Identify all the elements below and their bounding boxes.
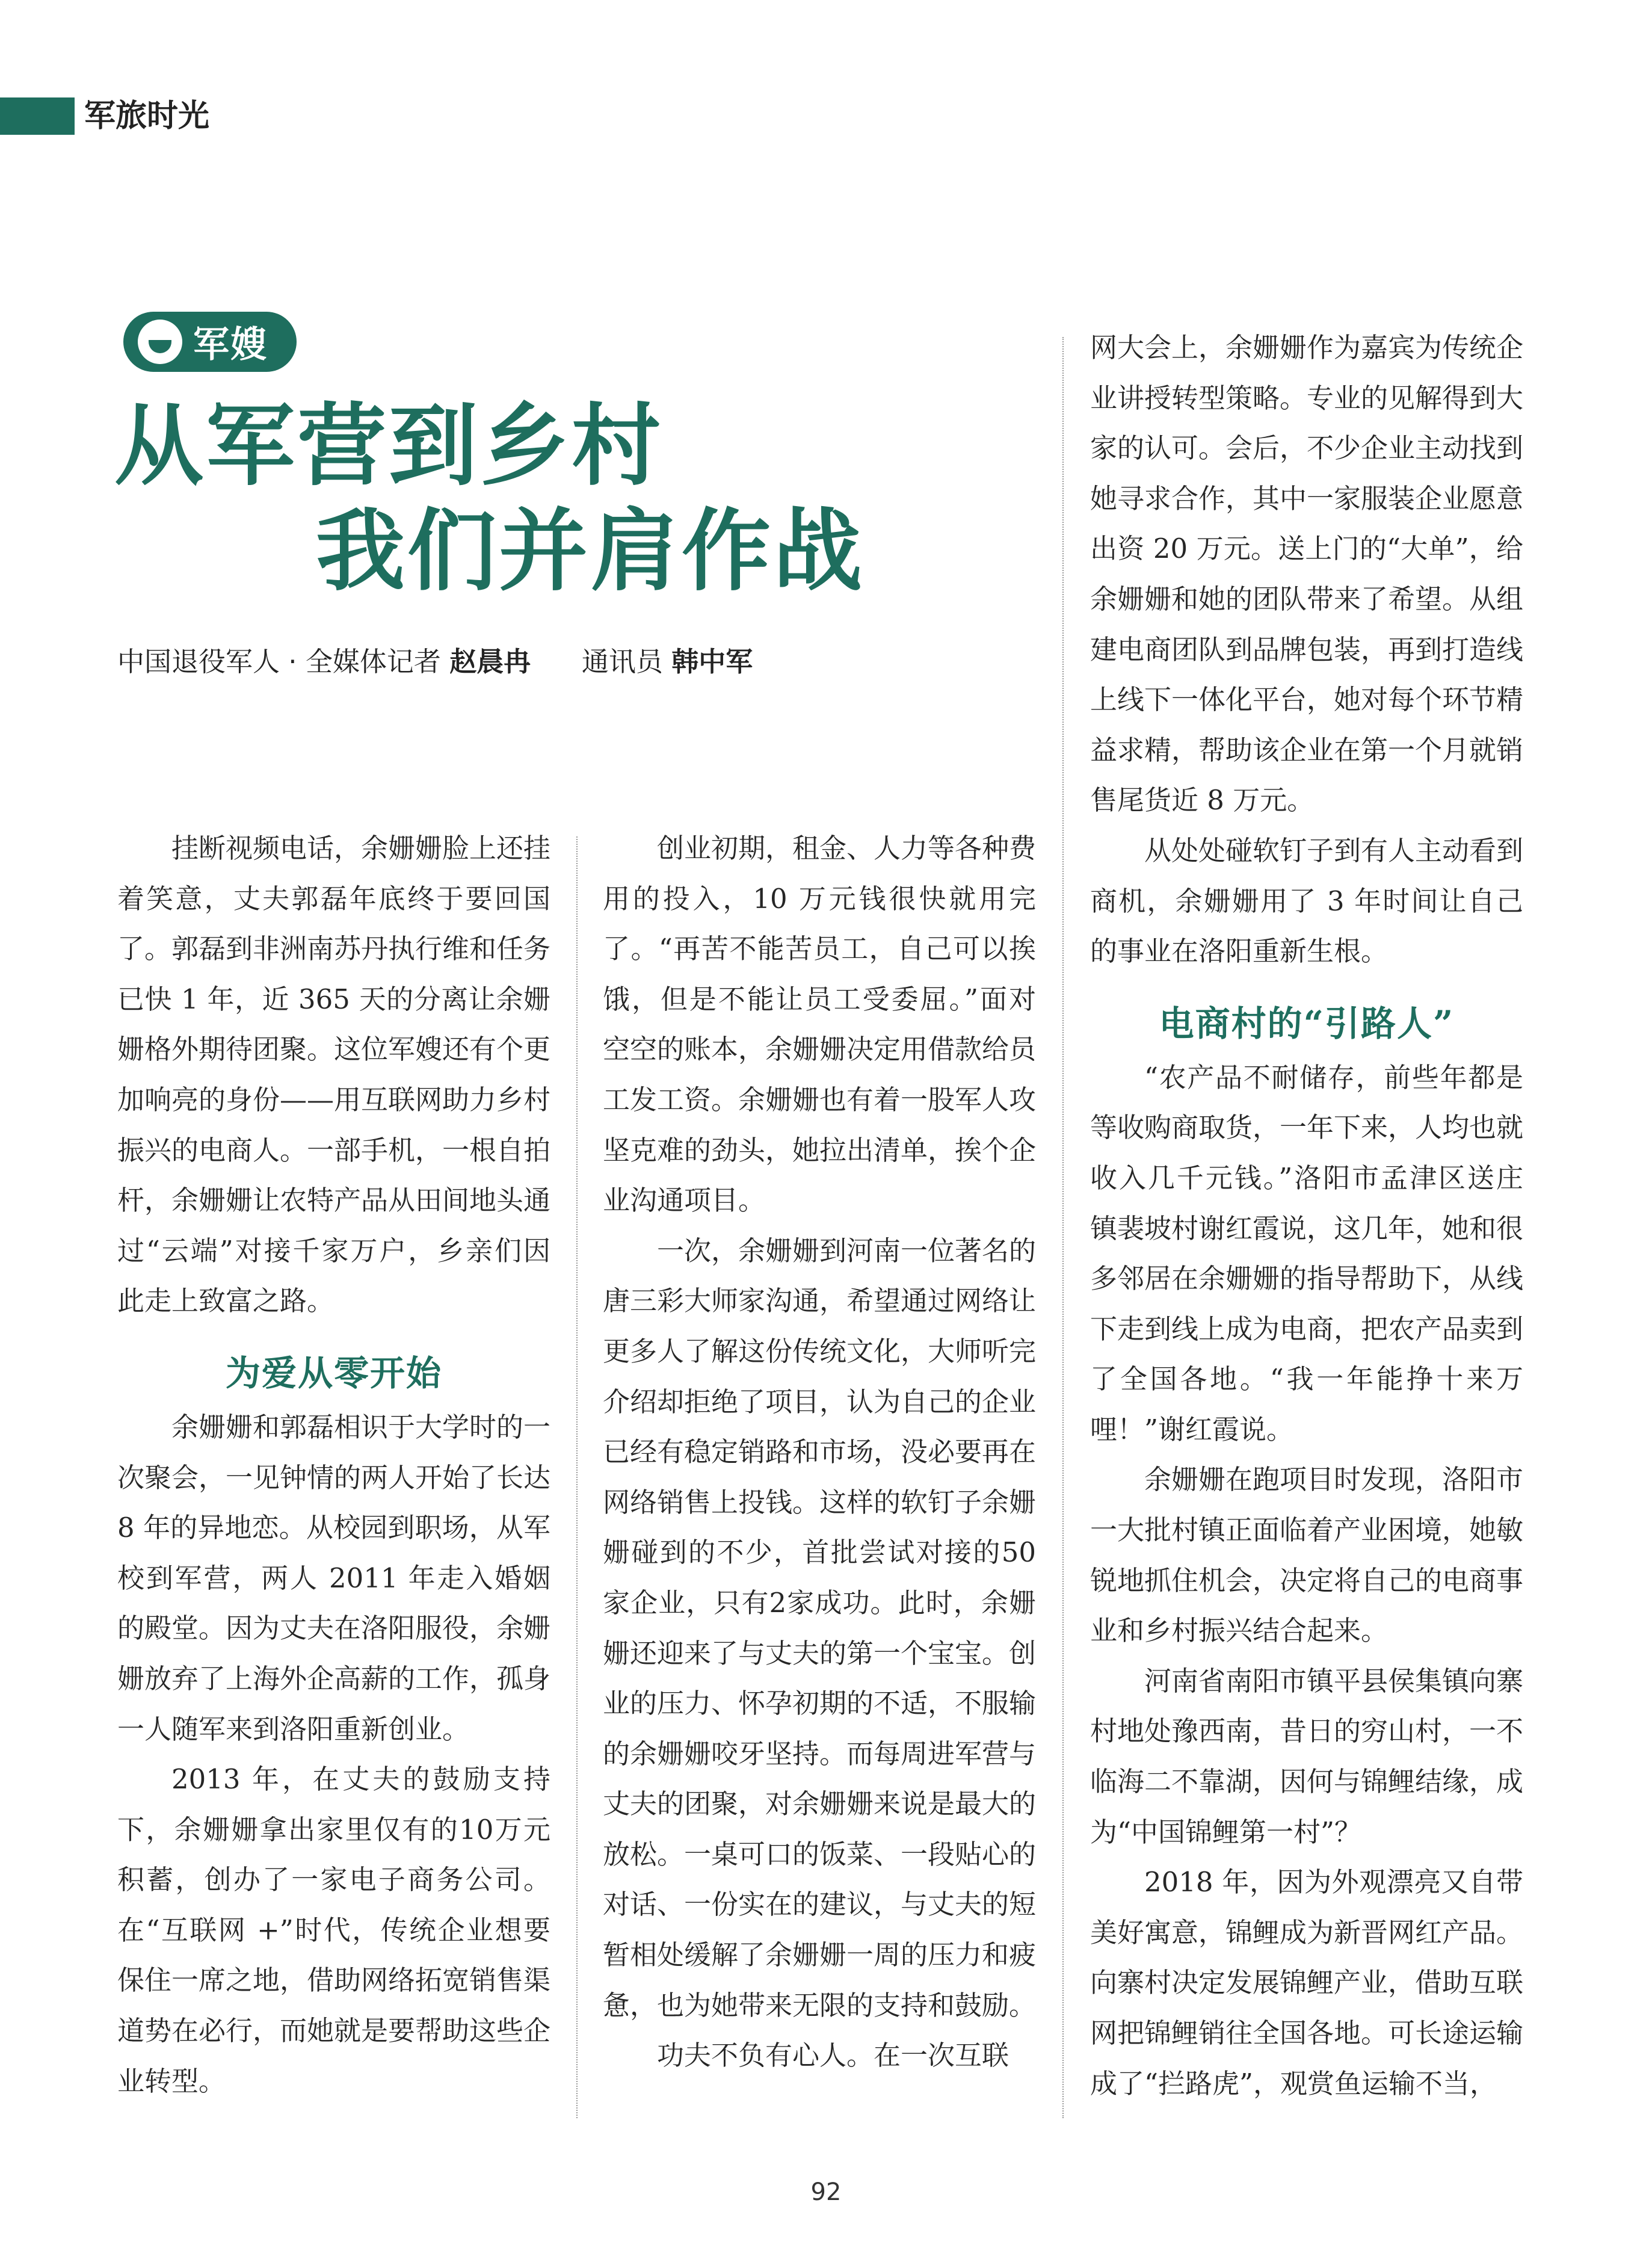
- paragraph: 余姗姗在跑项目时发现，洛阳市一大批村镇正面临着产业困境，她敏锐地抓住机会，决定将自己的电商事业和乡村振兴结合起来。: [1090, 1463, 1524, 1647]
- paragraph: 一次，余姗姗到河南一位著名的唐三彩大师家沟通，希望通过网络让更多人了解这份传统文化，大师听完介绍却拒绝了项目，认为自己的企业已经有稳定销路和市场，没必要再在网络销售上投钱。这样的软钉子余姗姗碰到的不少，首批尝试对接的50家企业，只有2家成功。此时，余姗姗还迎来了与丈夫的第一个宝宝。创业的压力、怀孕初期的不适，不服输的余姗姗咬牙坚持。而每周进军营与丈夫的团聚，对余姗姗来说是最大的放松。一桌可口的饭菜、一段贴心的对话、一份实在的建议，与丈夫的短暂相处缓解了余姗姗一周的压力和疲惫，也为她带来无限的支持和鼓励。: [603, 1234, 1037, 2021]
- byline-prefix: 中国退役军人 · 全媒体记者: [117, 646, 441, 678]
- paragraph: 网大会上，余姗姗作为嘉宾为传统企业讲授转型策略。专业的见解得到大家的认可。会后，不少企业主动找到她寻求合作，其中一家服装企业愿意出资 20 万元。送上门的“大单”，给余姗姗和她的团队带来了希望。从组建电商团队到品牌包装，再到打造线上线下一体化平台，她对每个环节精益求精，帮助该企业在第一个月就销售尾货近 8 万元。: [1090, 332, 1524, 817]
- text-column-3: [1090, 323, 1523, 2109]
- column-divider: [576, 836, 578, 2118]
- section-heading: 为爱从零开始: [225, 1352, 442, 1394]
- byline: [117, 644, 753, 680]
- category-badge: [123, 312, 297, 372]
- paragraph: 功夫不负有心人。在一次互联: [657, 2039, 1009, 2072]
- paragraph: 2018 年，因为外观漂亮又自带美好寓意，锦鲤成为新晋网红产品。向寨村决定发展锦鲤产业，借助互联网把锦鲤销往全国各地。可长途运输成了“拦路虎”，观赏鱼运输不当，: [1090, 1866, 1524, 2100]
- headline-line-2: 我们并肩作战: [316, 498, 865, 603]
- headline-line-1: 从军营到乡村: [114, 393, 663, 498]
- smile-icon: [138, 320, 182, 364]
- contributor-name: 韩中军: [671, 646, 753, 678]
- paragraph: 从处处碰软钉子到有人主动看到商机，余姗姗用了 3 年时间让自己的事业在洛阳重新生根。: [1090, 834, 1524, 968]
- paragraph: 余姗姗和郭磊相识于大学时的一次聚会，一见钟情的两人开始了长达 8 年的异地恋。从校园到职场，从军校到军营，两人 2011 年走入婚姻的殿堂。因为丈夫在洛阳服役，余姗姗放弃了上海外企高薪的工作，孤身一人随军来到洛阳重新创业。: [117, 1411, 551, 1745]
- column-divider: [1062, 337, 1064, 2118]
- reporter-name: 赵晨冉: [449, 646, 531, 678]
- paragraph: 挂断视频电话，余姗姗脸上还挂着笑意，丈夫郭磊年底终于要回国了。郭磊到非洲南苏丹执行维和任务已快 1 年，近 365 天的分离让余姗姗格外期待团聚。这位军嫂还有个更加响亮的身份——用互联网助力乡村振兴的电商人。一部手机，一根自拍杆，余姗姗让农特产品从田间地头通过“云端”对接千家万户，乡亲们因此走上致富之路。: [117, 832, 551, 1317]
- paragraph: 河南省南阳市镇平县侯集镇向寨村地处豫西南，昔日的穷山村，一不临海二不靠湖，因何与锦鲤结缘，成为“中国锦鲤第一村”？: [1090, 1664, 1524, 1848]
- paragraph: “农产品不耐储存，前些年都是等收购商取货，一年下来，人均也就收入几千元钱。”洛阳市孟津区送庄镇裴坡村谢红霞说，这几年，她和很多邻居在余姗姗的指导帮助下，从线下走到线上成为电商，把农产品卖到了全国各地。“我一年能挣十来万哩！”谢红霞说。: [1090, 1061, 1524, 1445]
- paragraph: 2013 年，在丈夫的鼓励支持下，余姗姗拿出家里仅有的10万元积蓄，创办了一家电子商务公司。在“互联网 +”时代，传统企业想要保住一席之地，借助网络拓宽销售渠道势在必行，而她就是要帮助这些企业转型。: [117, 1763, 551, 2097]
- contributor-label: 通讯员: [581, 646, 663, 678]
- text-column-1: [117, 823, 550, 2106]
- category-badge-label: 军嫂: [193, 324, 268, 366]
- paragraph: 创业初期，租金、人力等各种费用的投入，10 万元钱很快就用完了。“再苦不能苦员工，自己可以挨饿，但是不能让员工受委屈。”面对空空的账本，余姗姗决定用借款给员工发工资。余姗姗也有着一股军人攻坚克难的劲头，她拉出清单，挨个企业沟通项目。: [603, 832, 1037, 1217]
- text-column-2: [603, 823, 1036, 2081]
- page-number: 92: [810, 2178, 842, 2206]
- section-heading: 电商村的“引路人”: [1159, 1003, 1455, 1044]
- section-marker-bar: [0, 97, 75, 135]
- section-title: 军旅时光: [84, 98, 210, 134]
